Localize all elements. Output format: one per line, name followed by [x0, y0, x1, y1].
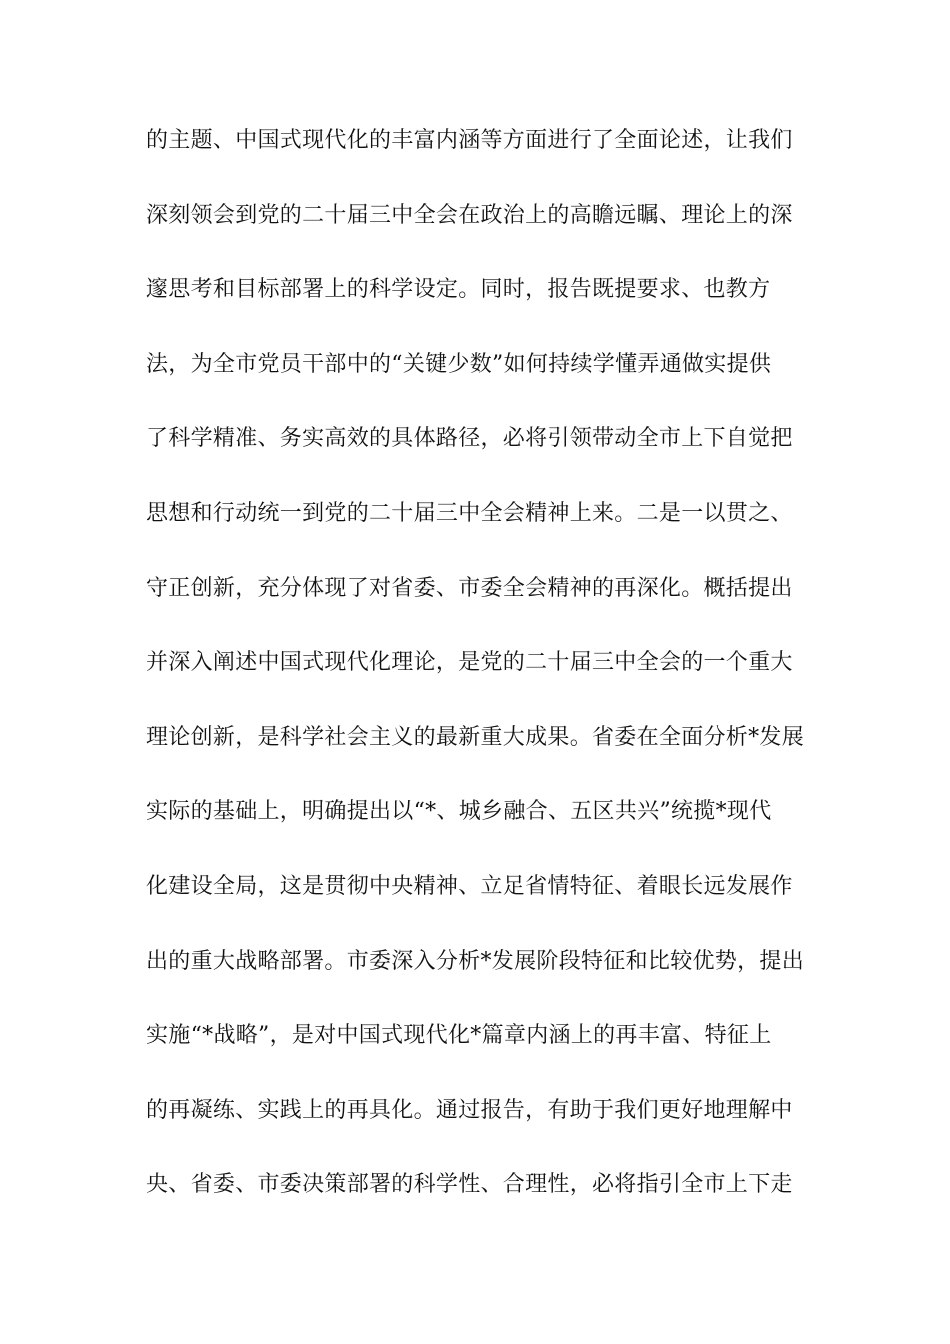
text-line-12: 出的重大战略部署。市委深入分析*发展阶段特征和比较优势，提出 [146, 948, 805, 974]
text-line-2: 深刻领会到党的二十届三中全会在政治上的高瞻远瞩、理论上的深 [146, 202, 793, 228]
text-line-7: 守正创新，充分体现了对省委、市委全会精神的再深化。概括提出 [146, 575, 793, 601]
text-line-1: 的主题、中国式现代化的丰富内涵等方面进行了全面论述，让我们 [146, 128, 793, 153]
body-paragraph [146, 121, 816, 1240]
text-line-14: 的再凝练、实践上的再具化。通过报告，有助于我们更好地理解中 [146, 1097, 793, 1123]
text-line-13: 实施“*战略”，是对中国式现代化*篇章内涵上的再丰富、特征上 [146, 1023, 772, 1049]
text-line-5: 了科学精准、务实高效的具体路径，必将引领带动全市上下自觉把 [146, 426, 793, 452]
text-line-4: 法，为全市党员干部中的“关键少数”如何持续学懂弄通做实提供 [146, 351, 772, 377]
text-line-11: 化建设全局，这是贯彻中央精神、立足省情特征、着眼长远发展作 [146, 873, 793, 899]
text-line-6: 思想和行动统一到党的二十届三中全会精神上来。二是一以贯之、 [146, 500, 793, 526]
text-line-8: 并深入阐述中国式现代化理论，是党的二十届三中全会的一个重大 [146, 650, 793, 676]
text-line-15: 央、省委、市委决策部署的科学性、合理性，必将指引全市上下走 [146, 1172, 793, 1198]
text-line-9: 理论创新，是科学社会主义的最新重大成果。省委在全面分析*发展 [146, 724, 805, 750]
text-line-3: 邃思考和目标部署上的科学设定。同时，报告既提要求、也教方 [146, 277, 771, 303]
text-line-10: 实际的基础上，明确提出以“*、城乡融合、五区共兴”统揽*现代 [146, 799, 772, 825]
